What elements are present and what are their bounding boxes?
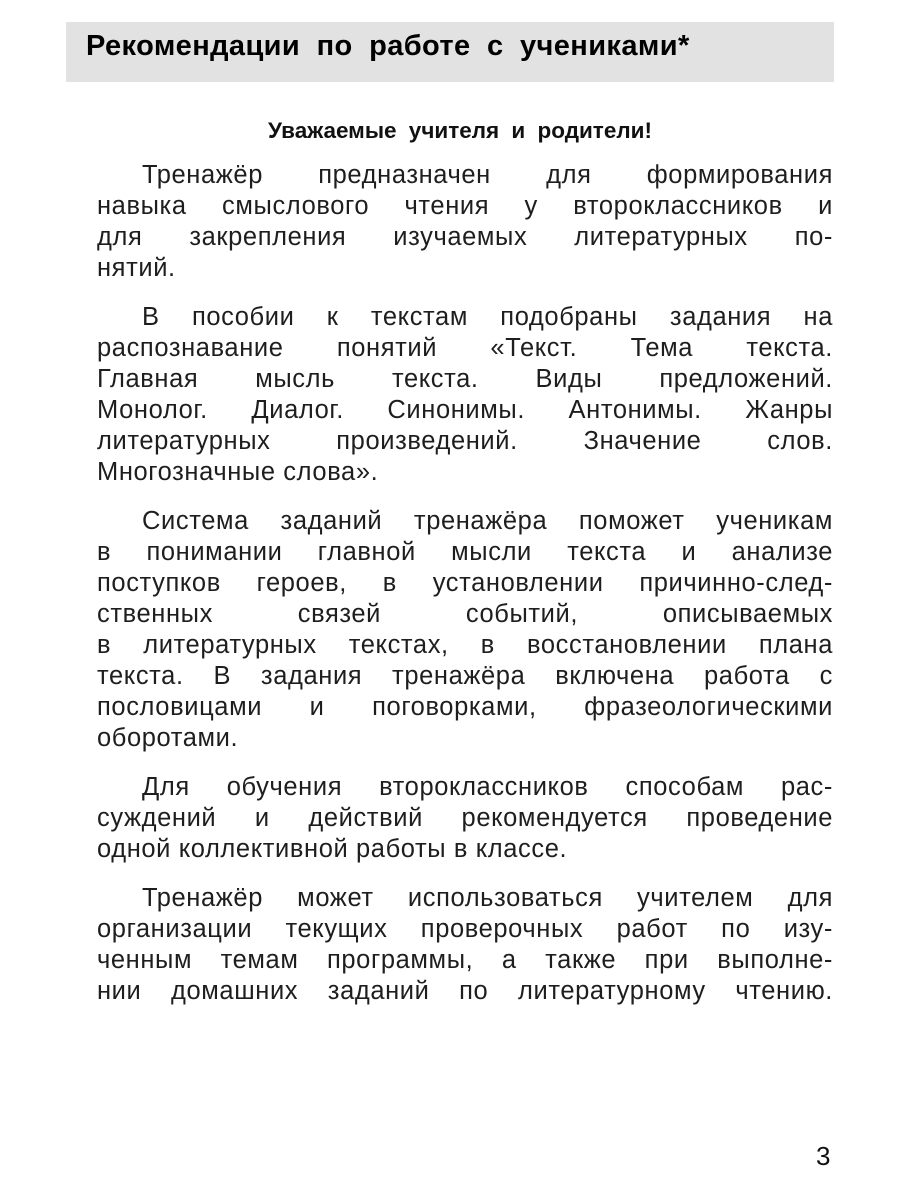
page-number: 3 bbox=[816, 1141, 831, 1171]
text-line: литературных произведений. Значение слов. bbox=[97, 427, 833, 455]
paragraph-2 bbox=[97, 302, 833, 488]
paragraph-1 bbox=[97, 160, 833, 284]
text-line: Многозначные слова». bbox=[97, 458, 379, 486]
text-line: ченным темам программы, а также при выполне- bbox=[97, 946, 833, 974]
text-line: Тренажёр может использоваться учителем для bbox=[142, 884, 833, 912]
text-line: нятий. bbox=[97, 254, 176, 282]
text-line: распознавание понятий «Текст. Тема текста. bbox=[97, 334, 833, 362]
text-line: суждений и действий рекомендуется проведение bbox=[97, 804, 833, 832]
text-line: Система заданий тренажёра поможет ученикам bbox=[142, 507, 833, 535]
text-line: Главная мысль текста. Виды предложений. bbox=[97, 365, 833, 393]
greeting-subtitle: Уважаемые учителя и родители! bbox=[268, 118, 652, 143]
text-line: организации текущих проверочных работ по изу- bbox=[97, 915, 833, 943]
text-line: навыка смыслового чтения у второклассников и bbox=[97, 192, 833, 220]
text-line: оборотами. bbox=[97, 724, 239, 752]
paragraph-3 bbox=[97, 506, 833, 754]
text-line: для закрепления изучаемых литературных по- bbox=[97, 223, 833, 251]
text-line: одной коллективной работы в классе. bbox=[97, 835, 568, 863]
text-line: Тренажёр предназначен для формирования bbox=[142, 161, 833, 189]
text-line: в литературных текстах, в восстановлении плана bbox=[97, 631, 833, 659]
text-line: Монолог. Диалог. Синонимы. Антонимы. Жанры bbox=[97, 396, 833, 424]
text-line: пословицами и поговорками, фразеологическими bbox=[97, 693, 833, 721]
text-line: ственных связей событий, описываемых bbox=[97, 600, 833, 628]
text-line: В пособии к текстам подобраны задания на bbox=[142, 303, 833, 331]
paragraph-5 bbox=[97, 883, 833, 1007]
body-text bbox=[97, 160, 833, 1025]
page-title: Рекомендации по работе с учениками* bbox=[86, 30, 690, 62]
text-line: поступков героев, в установлении причинно-след- bbox=[97, 569, 833, 597]
text-line: нии домашних заданий по литературному чтению. bbox=[97, 977, 833, 1005]
text-line: текста. В задания тренажёра включена работа с bbox=[97, 662, 833, 690]
text-line: в понимании главной мысли текста и анализе bbox=[97, 538, 833, 566]
paragraph-4 bbox=[97, 772, 833, 865]
text-line: Для обучения второклассников способам рас- bbox=[142, 773, 833, 801]
